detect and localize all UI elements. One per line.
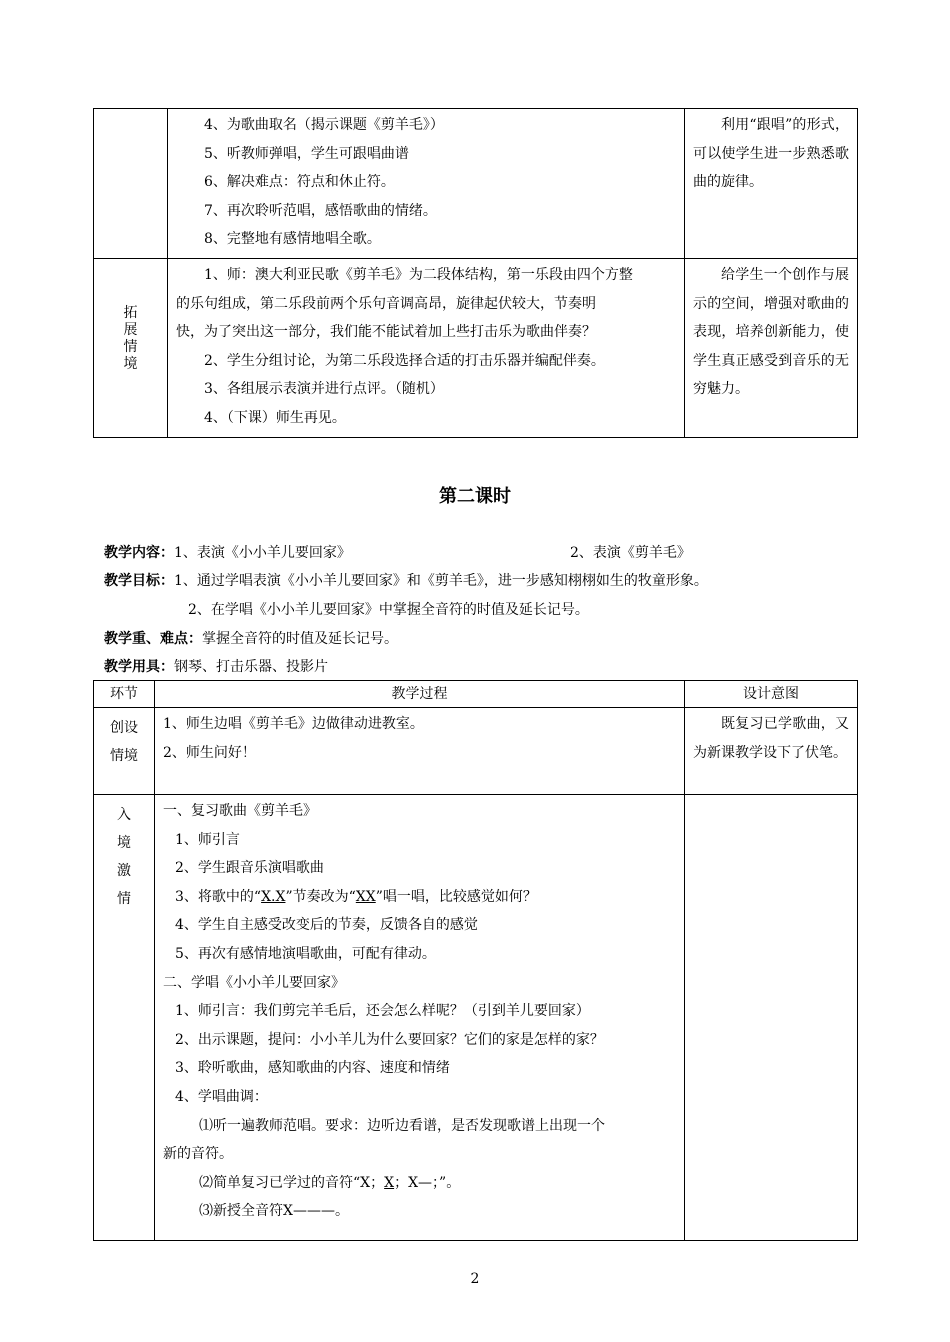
- list-item: 2、出示课题，提问：小小羊儿为什么要回家？它们的家是怎样的家？: [175, 1031, 604, 1048]
- stage-label: 入 境 激 情: [117, 807, 131, 907]
- list-item: 2、学生分组讨论，为第二乐段选择合适的打击乐器并编配伴奏。: [204, 352, 605, 369]
- list-item: 5、再次有感情地演唱歌曲，可配有律动。: [175, 945, 436, 962]
- rhythm-notation: XX: [355, 888, 376, 905]
- list-item: ⑵简单复习已学过的音符“X；X；X—；”。: [199, 1174, 461, 1191]
- list-item: 1、师：澳大利亚民歌《剪羊毛》为二段体结构，第一乐段由四个方整: [204, 266, 633, 283]
- list-item: 2、学生跟音乐演唱歌曲: [175, 860, 324, 877]
- list-item: 3、聆听歌曲，感知歌曲的内容、速度和情绪: [175, 1060, 450, 1077]
- teaching-content-2: 2、表演《剪羊毛》: [570, 545, 691, 561]
- column-header: 教学过程: [155, 681, 685, 708]
- lesson-table-continued: [93, 108, 858, 438]
- stage-cell: [94, 258, 168, 437]
- intent-text: 给学生一个创作与展示的空间，增强对歌曲的表现，培养创新能力，使学生真正感受到音乐的无穷魅力。: [693, 266, 849, 398]
- table-header-row: [94, 681, 858, 708]
- list-item: 8、完整地有感情地唱全歌。: [204, 231, 381, 248]
- list-item: 二、学唱《小小羊儿要回家》: [163, 974, 345, 991]
- process-cell: [155, 708, 685, 795]
- list-item: ⑶新授全音符X———。: [199, 1203, 349, 1220]
- teaching-tools: 教学用具：钢琴、打击乐器、投影片: [104, 659, 328, 675]
- intent-cell: [685, 708, 858, 795]
- teaching-content: 教学内容：1、表演《小小羊儿要回家》: [104, 545, 351, 561]
- list-item: 3、将歌中的“X.X”节奏改为“XX”唱一唱，比较感觉如何？: [175, 888, 537, 905]
- list-item: 4、学唱曲调：: [175, 1088, 268, 1105]
- intent-cell: [685, 258, 858, 437]
- teaching-goal: 教学目标：1、通过学唱表演《小小羊儿要回家》和《剪羊毛》，进一步感知栩栩如生的牧童形象。: [104, 573, 708, 589]
- list-item: 4、为歌曲取名（揭示课题《剪羊毛》）: [204, 117, 444, 133]
- stage-cell: [94, 708, 155, 795]
- table-row: [94, 258, 858, 437]
- stage-label: 拓 展 情 境: [123, 304, 138, 372]
- list-item: 6、解决难点：符点和休止符。: [204, 174, 395, 191]
- intent-text: 既复习已学歌曲，又为新课教学设下了伏笔。: [693, 716, 849, 761]
- stage-cell: [94, 109, 168, 259]
- list-item: 1、师生边唱《剪羊毛》边做律动进教室。: [163, 716, 424, 732]
- list-item: 2、师生问好！: [163, 744, 256, 761]
- table-row: [94, 708, 858, 795]
- list-item: 1、师引言：我们剪完羊毛后，还会怎么样呢？（引到羊儿要回家）: [175, 1003, 590, 1020]
- column-header: 环节: [94, 681, 155, 708]
- list-item: 4、（下课）师生再见。: [204, 409, 346, 426]
- rhythm-notation: X.X: [261, 888, 286, 905]
- intent-cell: [685, 795, 858, 1241]
- list-item: 3、各组展示表演并进行点评。（随机）: [204, 381, 444, 398]
- list-item: 新的音符。: [163, 1146, 233, 1163]
- process-cell: [168, 258, 685, 437]
- list-item: 7、再次聆听范唱，感悟歌曲的情绪。: [204, 202, 437, 219]
- stage-label: 创设 情境: [110, 720, 138, 764]
- intent-cell: [685, 109, 858, 259]
- section-title: 第二课时: [439, 486, 511, 507]
- process-cell: [168, 109, 685, 259]
- list-item: 5、听教师弹唱，学生可跟唱曲谱: [204, 145, 409, 162]
- page-number: 2: [470, 1271, 480, 1287]
- list-item: 的乐句组成，第二乐段前两个乐句音调高昂，旋律起伏较大，节奏明: [176, 295, 596, 312]
- table-row: [94, 109, 858, 259]
- teaching-key-points: 教学重、难点：掌握全音符的时值及延长记号。: [104, 631, 398, 647]
- intent-text: 利用“跟唱”的形式，可以使学生进一步熟悉歌曲的旋律。: [693, 117, 849, 191]
- list-item: 4、学生自主感受改变后的节奏，反馈各自的感觉: [175, 917, 478, 934]
- stage-cell: [94, 795, 155, 1241]
- list-item: 快，为了突出这一部分，我们能不能试着加上些打击乐为歌曲伴奏？: [176, 324, 596, 341]
- lesson-table: [93, 680, 858, 1241]
- teaching-goal-2: 2、在学唱《小小羊儿要回家》中掌握全音符的时值及延长记号。: [188, 602, 589, 618]
- note-notation: X: [384, 1174, 395, 1191]
- column-header: 设计意图: [685, 681, 858, 708]
- table-row: [94, 795, 858, 1241]
- list-item: 一、复习歌曲《剪羊毛》: [163, 803, 317, 819]
- list-item: 1、师引言: [175, 831, 240, 848]
- process-cell: [155, 795, 685, 1241]
- list-item: ⑴听一遍教师范唱。要求：边听边看谱，是否发现歌谱上出现一个: [199, 1117, 605, 1134]
